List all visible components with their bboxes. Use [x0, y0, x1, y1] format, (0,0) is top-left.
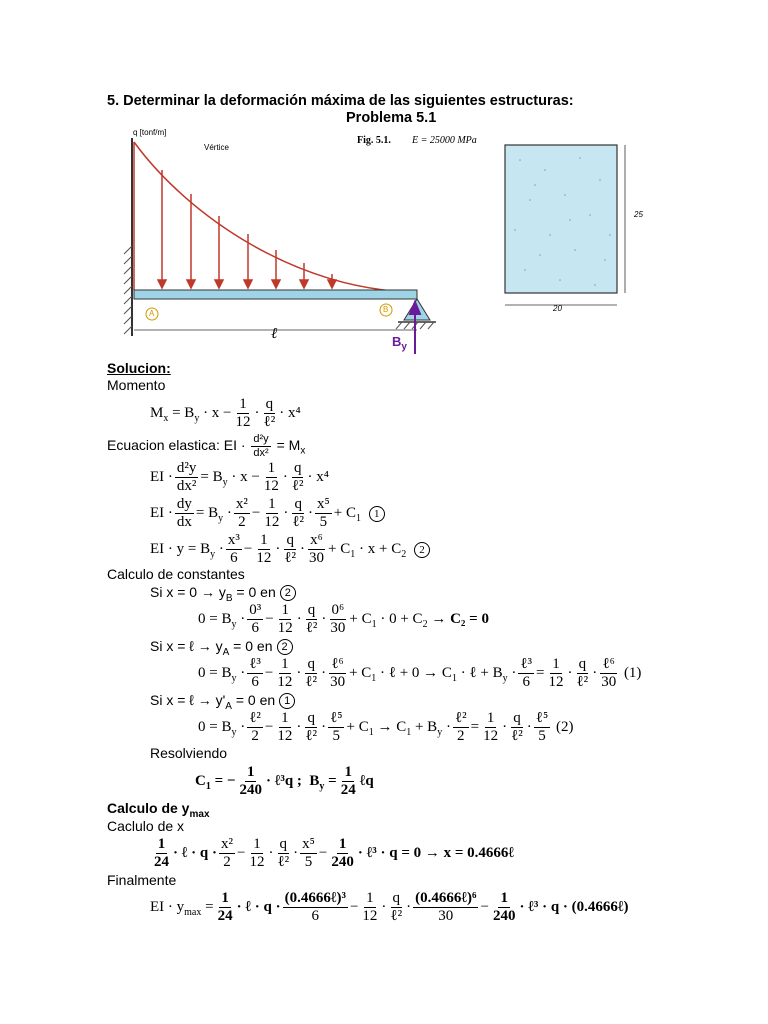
solution-title: Solucion:	[107, 360, 171, 376]
node-a-label: A	[149, 309, 155, 318]
reaction-label: $B_y$	[392, 334, 407, 353]
page-title: 5. Determinar la deformación máxima de las siguientes estructuras:	[107, 93, 574, 109]
length-label: ℓ	[271, 326, 278, 342]
condition-3-eq: $0 = B_y$ · $\frac{\text{ℓ²}}{2}$ − $\frac{1}{12}$ · $\frac{q}{\text{ℓ²}}$ · $\frac{\text{ℓ⁵}}{5}$ + $C_1 \to C_1 + B_y$ · $\frac{\text{ℓ²}}{2}$ = $\frac{1}{12}$ · $\frac{q}{\text{ℓ²}}$ · $\frac{\text{ℓ⁵}}{5}$ (2)	[198, 710, 574, 745]
condition-2: Si x = ℓ → $y_A = 0$ en 2	[150, 638, 293, 658]
section-height-label: 25	[634, 210, 643, 219]
problem-label: Problema 5.1	[346, 110, 437, 126]
load-label: q [tonf/m]	[133, 128, 167, 137]
solution-result: $C_1$ = − $\frac{1}{240}$ · ℓ³q ; $B_y$ = $\frac{1}{24}$ ℓq	[195, 764, 374, 799]
moment-label: Momento	[107, 377, 166, 393]
solving-label: Resolviendo	[150, 745, 228, 761]
cross-section	[500, 140, 645, 320]
section-width-label: 20	[553, 304, 562, 313]
elastic-eq-1: EI · $\frac{\text{d²y}}{\text{dx²}}$ = $B_y \cdot x$ − $\frac{1}{12}$ · $\frac{q}{\text{ℓ²}}$ · x⁴	[150, 460, 330, 495]
elastic-eq-2: EI · $\frac{dy}{dx}$ = $B_y$ · $\frac{\text{x²}}{2}$ − $\frac{1}{12}$ · $\frac{q}{\text{ℓ²}}$ · $\frac{\text{x⁵}}{5}$ + $C_1$ 1	[150, 496, 385, 532]
elastic-equation: Ecuacion elastica: EI · $\frac{\text{d²y}}{\text{dx²}}$ = $M_x$	[107, 433, 306, 459]
modulus-label: E = 25000 MPa	[412, 135, 477, 146]
condition-2-eq: $0 = B_y$ · $\frac{\text{ℓ³}}{6}$ − $\frac{1}{12}$ · $\frac{q}{\text{ℓ²}}$ · $\frac{\text{ℓ⁶}}{30}$ + $C_1$ · ℓ + $0 \to C_1$ · ℓ + $B_y$ · $\frac{\text{ℓ³}}{6}$ = $\frac{1}{12}$ · $\frac{q}{\text{ℓ²}}$ · $\frac{\text{ℓ⁶}}{30}$ (1)	[198, 656, 642, 691]
elastic-eq-3: EI · $y = B_y$ · $\frac{\text{x³}}{6}$ − $\frac{1}{12}$ · $\frac{q}{\text{ℓ²}}$ · $\frac{\text{x⁶}}{30}$ + $C_1 \cdot x + C_2$ 2	[150, 532, 430, 568]
node-b-label: B	[383, 305, 389, 314]
x-label: Caclulo de x	[107, 818, 185, 834]
beam-diagram	[118, 126, 448, 356]
constants-label: Calculo de constantes	[107, 566, 245, 582]
x-equation: $\frac{1}{24}$ · ℓ · q · $\frac{\text{x²}}{2}$ − $\frac{1}{12}$ · $\frac{q}{\text{ℓ²}}$ · $\frac{\text{x⁵}}{5}$ − $\frac{1}{240}$ · ℓ³ · q = 0 → x = 0.4666ℓ	[154, 836, 515, 871]
moment-equation: $M_x = B_y \cdot x$ − $\frac{1}{12}$ · $\frac{q}{\text{ℓ²}}$ · x⁴	[150, 396, 301, 431]
vertex-label: Vértice	[204, 143, 229, 152]
ymax-title: Calculo de $y_{max}$	[107, 800, 210, 820]
fig-caption: Fig. 5.1.	[357, 135, 391, 146]
final-label: Finalmente	[107, 872, 177, 888]
final-equation: EI · $y_{max}$ = $\frac{1}{24}$ · ℓ · q · $\frac{\text{(0.4666ℓ)³}}{6}$ − $\frac{1}{12}$ · $\frac{q}{\text{ℓ²}}$ · $\frac{\text{(0.4666ℓ)⁶}}{30}$ − $\frac{1}{240}$ · ℓ³ · q · (0.4666ℓ)	[150, 890, 629, 925]
condition-1: Si $x = 0 \to y_B = 0$ en 2	[150, 584, 296, 604]
condition-3: Si x = ℓ → $y'_A = 0$ en 1	[150, 692, 295, 712]
condition-1-eq: $0 = B_y$ · $\frac{\text{0³}}{6}$ − $\frac{1}{12}$ · $\frac{q}{\text{ℓ²}}$ · $\frac{\text{0⁶}}{30}$ + $C_1 \cdot 0 + C_2 \to C_2 = 0$	[198, 602, 489, 637]
